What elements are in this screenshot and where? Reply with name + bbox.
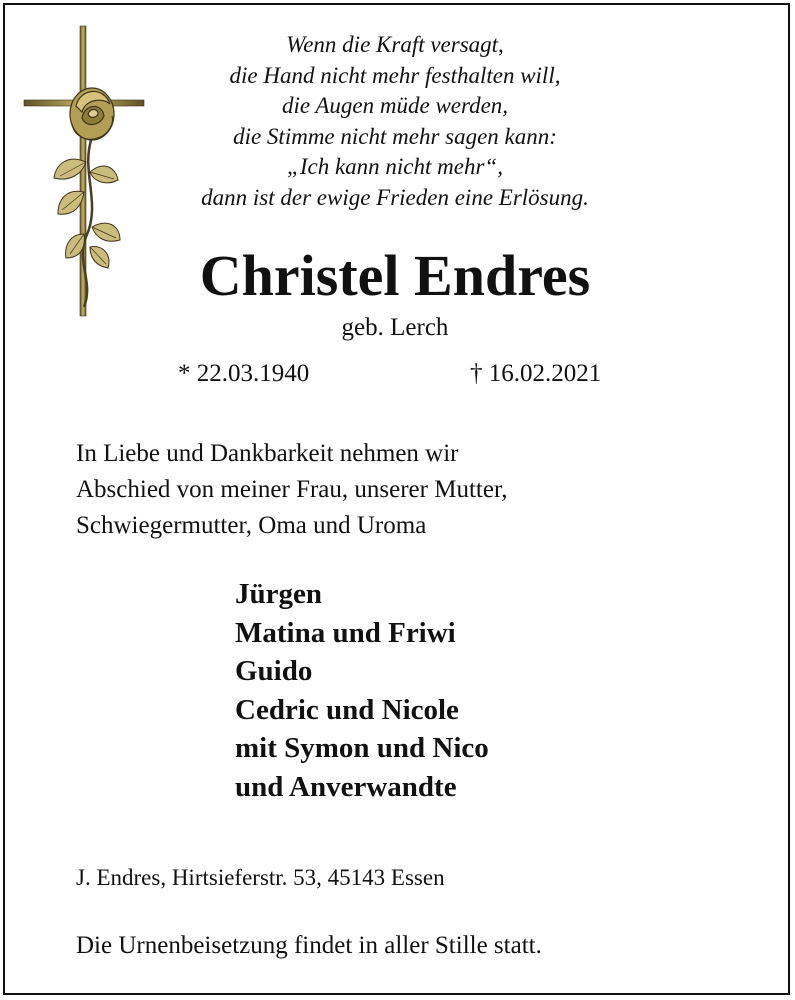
birth-date: * 22.03.1940 <box>178 360 310 387</box>
message-line: Abschied von meiner Frau, unserer Mutter, <box>76 476 508 503</box>
funeral-note: Die Urnenbeisetzung findet in aller Stille statt. <box>76 932 542 959</box>
poem-line: Wenn die Kraft versagt, <box>286 32 504 57</box>
mourner-line: Jürgen <box>235 578 322 610</box>
contact-address: J. Endres, Hirtsieferstr. 53, 45143 Essen <box>76 865 445 890</box>
poem-line: „Ich kann nicht mehr“, <box>287 154 503 179</box>
farewell-message <box>76 436 736 544</box>
message-line: Schwiegermutter, Oma und Uroma <box>76 512 427 539</box>
poem-line: die Stimme nicht mehr sagen kann: <box>233 123 557 149</box>
mourner-line: Cedric und Nicole <box>235 693 459 726</box>
death-date: † 16.02.2021 <box>470 360 602 387</box>
maiden-name: geb. Lerch <box>341 314 449 341</box>
poem-line: die Augen müde werden, <box>281 93 509 118</box>
mourners-list <box>235 575 655 807</box>
poem-line: die Hand nicht mehr festhalten will, <box>229 62 561 88</box>
mourner-line: und Anverwandte <box>235 770 457 803</box>
mourner-line: mit Symon und Nico <box>235 732 489 765</box>
mourner-line: Guido <box>235 655 313 688</box>
message-line: In Liebe und Dankbarkeit nehmen wir <box>76 440 459 467</box>
poem <box>140 30 650 213</box>
mourner-line: Matina und Friwi <box>235 616 456 649</box>
poem-line: dann ist der ewige Frieden eine Erlösung. <box>201 184 589 210</box>
deceased-name: Christel Endres <box>199 243 591 308</box>
